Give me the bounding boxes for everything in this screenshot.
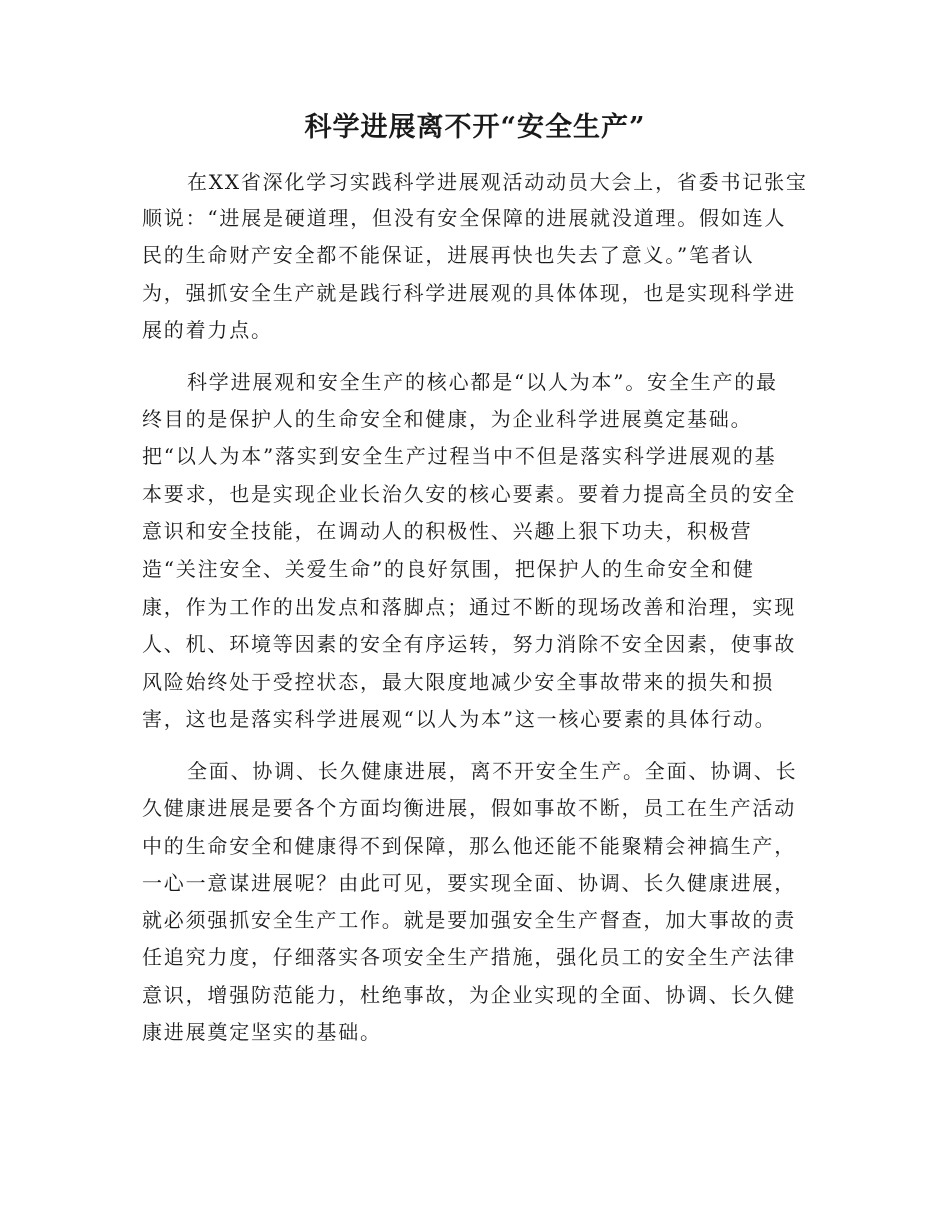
paragraph-1-line-1: 在XX省深化学习实践科学进展观活动动员大会上，省委书记张宝 (187, 170, 808, 194)
paragraph-2-line-8: 人、机、环境等因素的安全有序运转，努力消除不安全因素，使事故 (142, 632, 796, 656)
paragraph-1-line-5: 展的着力点。 (142, 318, 273, 342)
paragraph-3-line-1: 全面、协调、长久健康进展，离不开安全生产。全面、协调、长 (187, 759, 798, 783)
paragraph-2-line-5: 意识和安全技能，在调动人的积极性、兴趣上狠下功夫，积极营 (142, 519, 753, 543)
paragraph-2-line-4: 本要求，也是实现企业长治久安的核心要素。要着力提高全员的安全 (142, 482, 796, 506)
paragraph-1-line-4: 为，强抓安全生产就是践行科学进展观的具体体现，也是实现科学进 (142, 281, 796, 305)
paragraph-2-line-1: 科学进展观和安全生产的核心都是“以人为本”。安全生产的最 (187, 370, 778, 394)
paragraph-3-line-2: 久健康进展是要各个方面均衡进展，假如事故不断，员工在生产活动 (142, 796, 796, 820)
paragraph-2-line-7: 康，作为工作的出发点和落脚点；通过不断的现场改善和治理，实现 (142, 595, 796, 619)
paragraph-3-line-8: 康进展奠定坚实的基础。 (142, 1020, 382, 1044)
paragraph-3-line-4: 一心一意谋进展呢？由此可见，要实现全面、协调、长久健康进展， (142, 871, 796, 895)
paragraph-3-line-7: 意识，增强防范能力，杜绝事故，为企业实现的全面、协调、长久健 (142, 983, 796, 1007)
paragraph-2-line-9: 风险始终处于受控状态，最大限度地减少安全事故带来的损失和损 (142, 670, 775, 694)
paragraph-1-line-2: 顺说：“进展是硬道理，但没有安全保障的进展就没道理。假如连人 (142, 206, 787, 230)
paragraph-2-line-6: 造“关注安全、关爱生命”的良好氛围，把保护人的生命安全和健 (142, 557, 755, 581)
paragraph-3-line-6: 任追究力度，仔细落实各项安全生产措施，强化员工的安全生产法律 (142, 945, 796, 969)
paragraph-2-line-10: 害，这也是落实科学进展观“以人为本”这一核心要素的具体行动。 (142, 707, 777, 731)
paragraph-2-line-3: 把“以人为本”落实到安全生产过程当中不但是落实科学进展观的基 (142, 444, 777, 468)
paragraph-2-line-2: 终目的是保护人的生命安全和健康，为企业科学进展奠定基础。 (142, 407, 753, 431)
paragraph-3-line-3: 中的生命安全和健康得不到保障，那么他还能不能聚精会神搞生产， (142, 834, 796, 858)
paragraph-3-line-5: 就必须强抓安全生产工作。就是要加强安全生产督查，加大事故的责 (142, 908, 796, 932)
document-title: 科学进展离不开“安全生产” (304, 112, 646, 143)
paragraph-1-line-3: 民的生命财产安全都不能保证，进展再快也失去了意义。”笔者认 (142, 243, 755, 267)
